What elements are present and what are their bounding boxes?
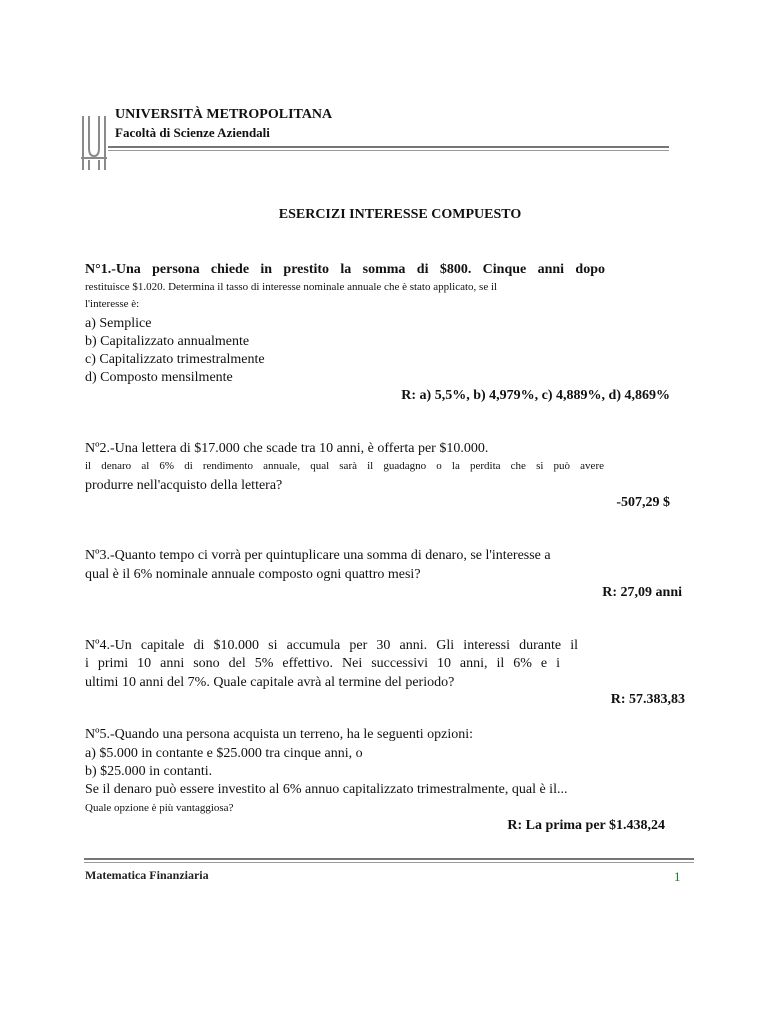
- faculty-name: Facoltà di Scienze Aziendali: [115, 125, 270, 140]
- exercise-1-line-3: l'interesse è:: [85, 298, 140, 310]
- exercise-5-line-1: Nº5.-Quando una persona acquista un terreno, ha le seguenti opzioni:: [85, 727, 474, 742]
- exercise-2-line-2: il denaro al 6% di rendimento annuale, qual sarà il guadagno o la perdita che si può avere: [85, 460, 604, 472]
- page-number: 1: [674, 869, 681, 884]
- exercise-2-line-1: Nº2.-Una lettera di $17.000 che scade tra 10 anni, è offerta per $10.000.: [85, 441, 489, 456]
- exercise-3-answer: R: 27,09 anni: [602, 585, 682, 600]
- exercise-1-option-a: a) Semplice: [85, 316, 152, 331]
- exercise-5-answer: R: La prima per $1.438,24: [507, 818, 665, 833]
- exercise-4-line-3: ultimi 10 anni del 7%. Quale capitale avrà al termine del periodo?: [85, 675, 455, 690]
- footer-divider: [84, 858, 694, 864]
- exercise-1-option-b: b) Capitalizzato annualmente: [85, 334, 250, 349]
- exercise-4-answer: R: 57.383,83: [610, 692, 685, 707]
- exercise-5-line-4: Se il denaro può essere investito al 6% annuo capitalizzato trimestralmente, qual è il...: [85, 782, 568, 797]
- exercise-2-answer: -507,29 $: [616, 495, 670, 510]
- exercise-4-line-1: Nº4.-Un capitale di $10.000 si accumula per 30 anni. Gli interessi durante il: [85, 638, 578, 653]
- institution-name: UNIVERSITÀ METROPOLITANA: [115, 107, 333, 122]
- exercise-1-line-1: N°1.-Una persona chiede in prestito la somma di $800. Cinque anni dopo: [85, 262, 605, 277]
- footer-course-name: Matematica Finanziaria: [85, 868, 209, 882]
- exercise-5-line-5: Quale opzione è più vantaggiosa?: [85, 802, 234, 814]
- exercise-3-line-2: qual è il 6% nominale annuale composto ogni quattro mesi?: [85, 567, 421, 582]
- exercise-5-option-b: b) $25.000 in contanti.: [85, 764, 213, 779]
- exercise-1-option-c: c) Capitalizzato trimestralmente: [85, 352, 265, 367]
- document-title: ESERCIZI INTERESSE COMPUESTO: [278, 207, 522, 222]
- exercise-4-line-2: i primi 10 anni sono del 5% effettivo. Nei successivi 10 anni, il 6% e i: [85, 656, 560, 671]
- exercise-2-line-3: produrre nell'acquisto della lettera?: [85, 478, 283, 493]
- exercise-1-option-d: d) Composto mensilmente: [85, 370, 233, 385]
- exercise-1-answer: R: a) 5,5%, b) 4,979%, c) 4,889%, d) 4,869%: [401, 388, 670, 403]
- header-divider: [108, 146, 669, 152]
- university-logo-icon: [80, 114, 108, 172]
- exercise-1-line-2: restituisce $1.020. Determina il tasso di interesse nominale annuale che è stato applicato, se il: [85, 281, 498, 293]
- exercise-5-option-a: a) $5.000 in contante e $25.000 tra cinque anni, o: [85, 746, 363, 761]
- exercise-3-line-1: Nº3.-Quanto tempo ci vorrà per quintuplicare una somma di denaro, se l'interesse a: [85, 548, 551, 563]
